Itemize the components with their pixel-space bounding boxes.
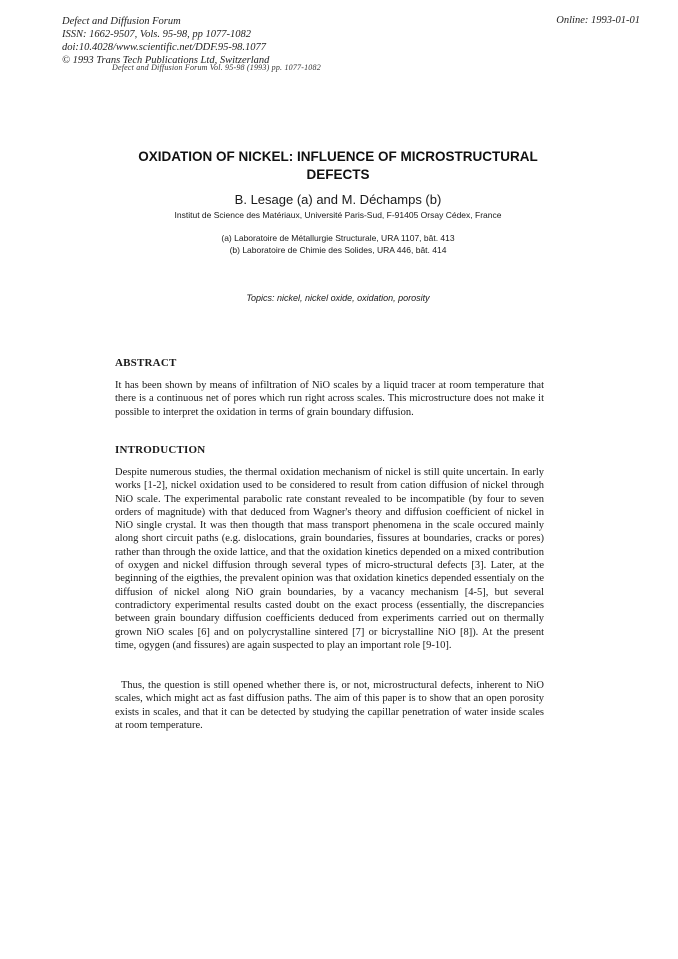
paper-topics: Topics: nickel, nickel oxide, oxidation, porosity [246, 293, 430, 303]
abstract-heading: ABSTRACT [115, 357, 177, 369]
introduction-paragraph-2: Thus, the question is still opened whether there is, or not, microstructural defects, inherent to NiO scales, which might act as fast diffusion paths. The aim of this paper is to show that an open porosity exists in scales, and that it can be detected by studying the capillar penetration of water inside scales at room temperature. [115, 680, 544, 731]
doi-line: doi:10.4028/www.scientific.net/DDF.95-98.1077 [62, 42, 267, 53]
introduction-paragraph-1: Despite numerous studies, the thermal oxidation mechanism of nickel is still quite uncertain. In early works [1-2], nickel oxidation used to be considered to result from cation diffusion of nickel through NiO scale. The experimental parabolic rate constant revealed to be incompatible (by four to seven orders of magnitude) with that deduced from Wagner's theory and diffusion coefficient of nickel in NiO single crystal. It was then thougth that mass transport phenomena in the scale occured mainly along short circuit paths (e.g. dislocations, grain boundaries, fissures at boundaries, cracks or pores) rather than through the oxide lattice, and that the oxidation kinetics depended on a mixed contribution of oxygen and nickel diffusion through several types of micro-structural defects [3]. Later, at the beginning of the eigthies, the prevalent opinion was that oxidation kinetics depended essentialy on the diffusion of nickel along NiO grain boundaries, by a vacancy mechanism [4-5], but several contradictory experimental results casted doubt on the exact process (essentially, the discrepancies between grain boundary diffusion coefficients deduced from experiments carried out on thermally grown NiO scales [6] and on polycrystalline sintered [7] or bicrystalline NiO [8]). At the present time, ogygen (and fissures) are again suspected to play an important role [9-10]. [115, 467, 544, 651]
running-header: Defect and Diffusion Forum Vol. 95-98 (1993) pp. 1077-1082 [112, 63, 321, 72]
lab-list [118, 232, 558, 256]
issn-line: ISSN: 1662-9507, Vols. 95-98, pp 1077-1082 [62, 29, 251, 40]
paper-authors: B. Lesage (a) and M. Déchamps (b) [234, 192, 442, 207]
introduction-heading: INTRODUCTION [115, 444, 206, 456]
paper-title: OXIDATION OF NICKEL: INFLUENCE OF MICROSTRUCTURAL DEFECTS [138, 149, 538, 182]
abstract-text: It has been shown by means of infiltration of NiO scales by a liquid tracer at room temperature that there is a continuous net of pores which run right across scales. This microstructure does not make it possible to interpret the oxidation in terms of grain boundary diffusion. [115, 380, 544, 418]
paper-affiliation: Institut de Science des Matériaux, Université Paris-Sud, F-91405 Orsay Cédex, France [174, 210, 502, 220]
citation-block [62, 15, 269, 67]
lab-a: (a) Laboratoire de Métallurgie Structurale, URA 1107, bât. 413 [221, 233, 455, 243]
online-date: Online: 1993-01-01 [556, 15, 640, 26]
copyright-line: © 1993 Trans Tech Publications Ltd, Switzerland [62, 55, 270, 66]
lab-b: (b) Laboratoire de Chimie des Solides, URA 446, bât. 414 [229, 245, 447, 255]
journal-name: Defect and Diffusion Forum [62, 16, 181, 27]
